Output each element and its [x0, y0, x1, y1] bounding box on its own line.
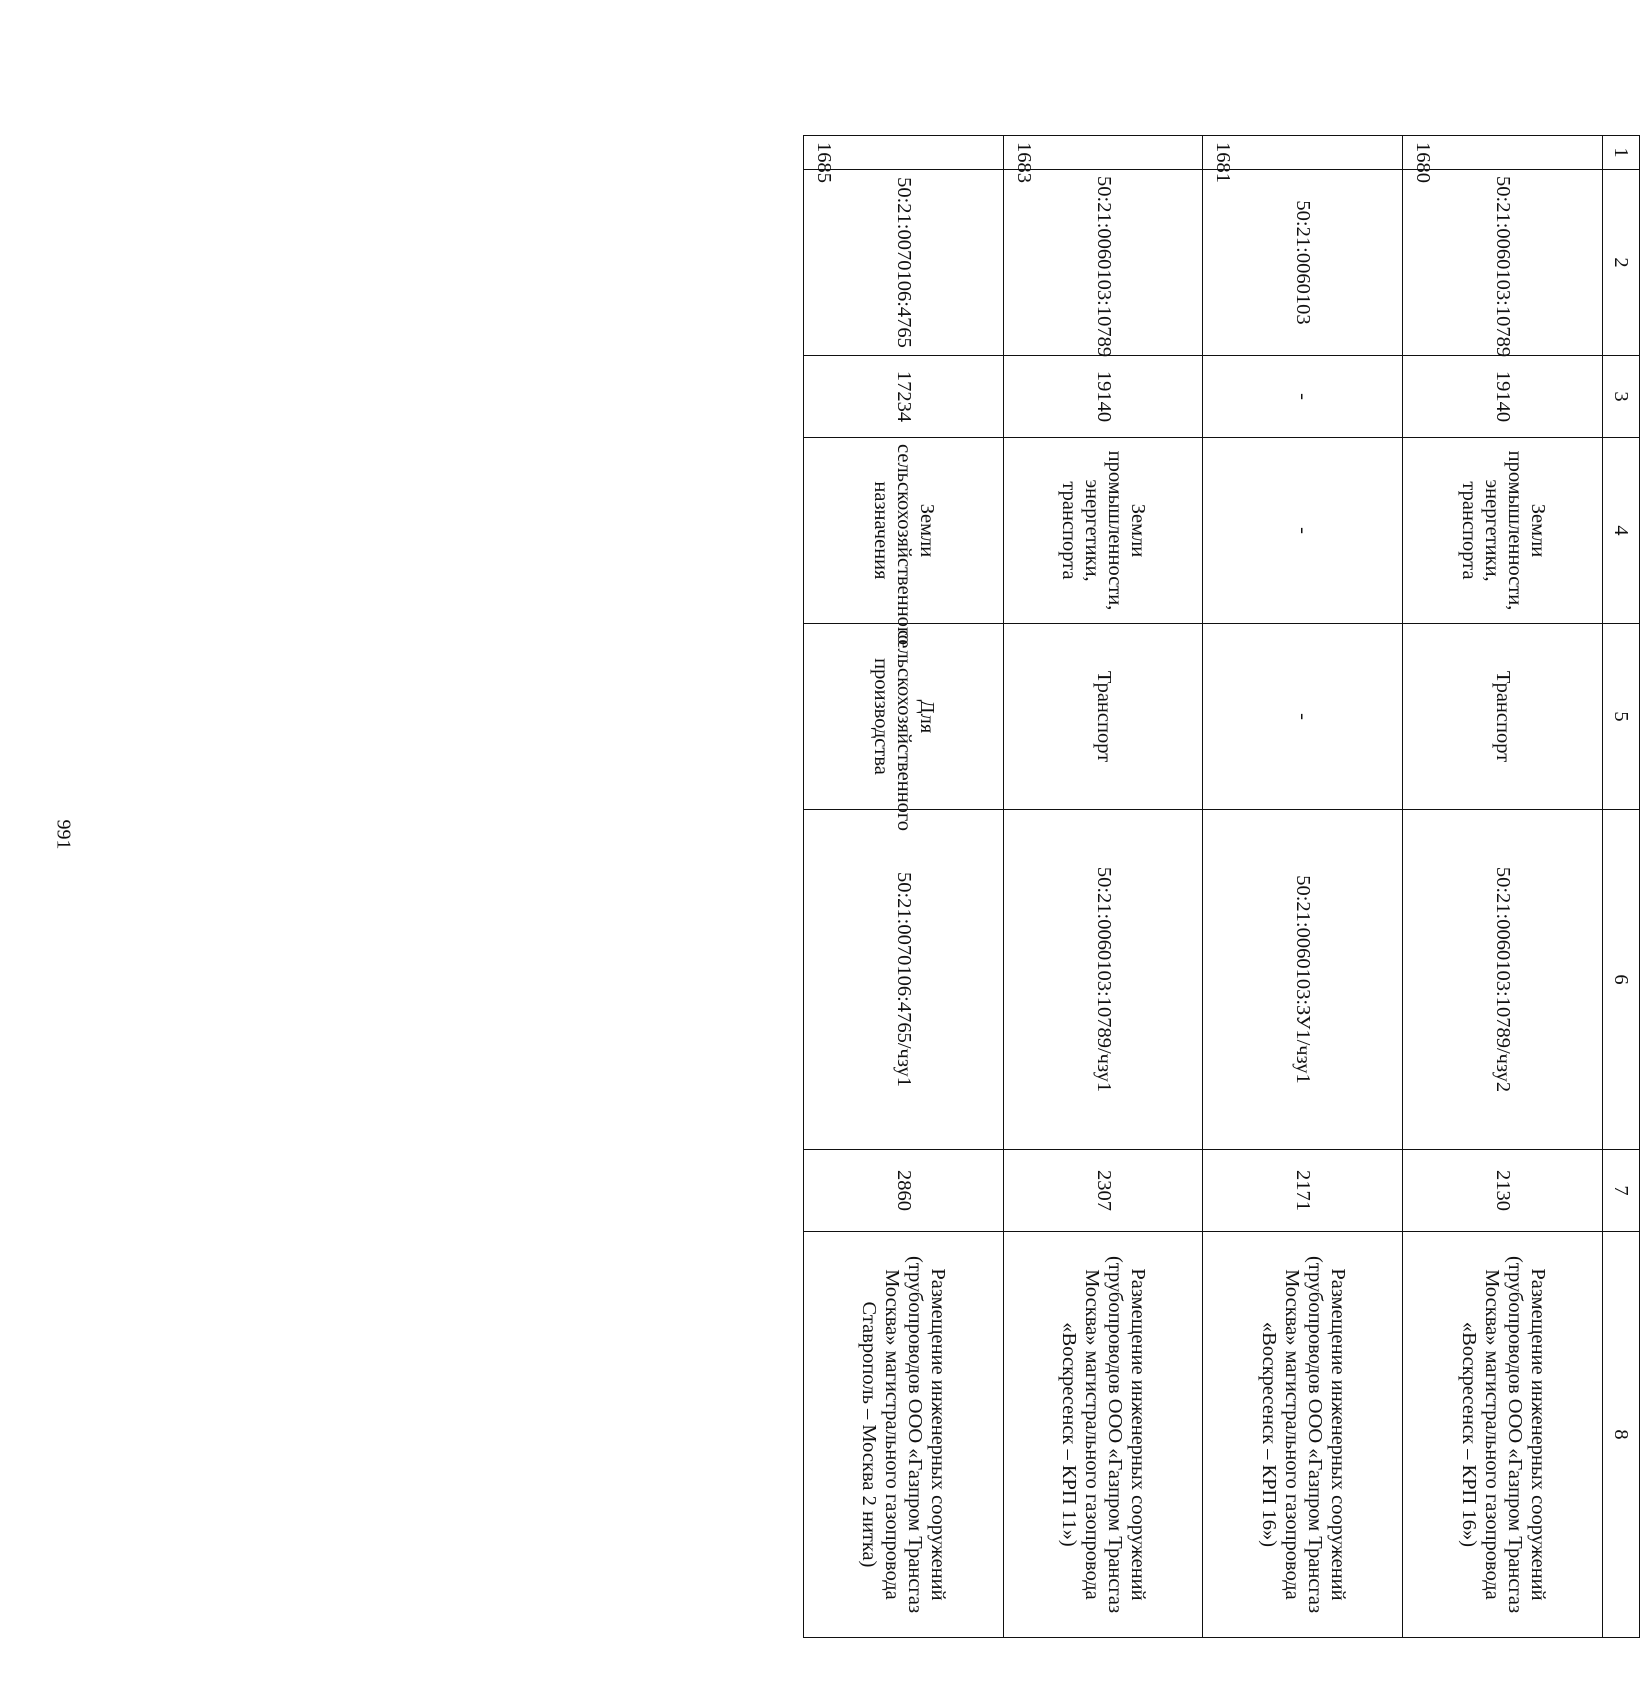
table-row — [1403, 136, 1603, 1638]
area-cell: - — [1203, 356, 1403, 438]
purpose-cell: Размещение инженерных сооружений (трубопроводов ООО «Газпром Трансгаз Москва» магистрального газопровода «Воскресенск – КРП 16») — [1403, 1232, 1603, 1638]
permitted-use-cell: Транспорт — [1003, 624, 1203, 810]
land-category-cell: - — [1203, 438, 1403, 624]
header-cell: 5 — [1603, 624, 1640, 810]
header-cell: 1 — [1603, 136, 1640, 170]
cadastral-number-cell: 50:21:0070106:4765 — [804, 170, 1004, 356]
row-number-cell: 1681 — [1203, 136, 1403, 170]
part-number-cell: 50:21:0070106:4765/чзу1 — [804, 810, 1004, 1150]
header-cell: 6 — [1603, 810, 1640, 1150]
area-cell: 19140 — [1403, 356, 1603, 438]
part-area-cell: 2307 — [1003, 1150, 1203, 1232]
header-row — [1603, 136, 1640, 1638]
permitted-use-cell: Транспорт — [1403, 624, 1603, 810]
cadastral-number-cell: 50:21:0060103:10789 — [1403, 170, 1603, 356]
part-area-cell: 2171 — [1203, 1150, 1403, 1232]
purpose-cell: Размещение инженерных сооружений (трубопроводов ООО «Газпром Трансгаз Москва» магистрального газопровода Ставрополь – Москва 2 нитка) — [804, 1232, 1004, 1638]
part-area-cell: 2860 — [804, 1150, 1004, 1232]
purpose-cell: Размещение инженерных сооружений (трубопроводов ООО «Газпром Трансгаз Москва» магистрального газопровода «Воскресенск – КРП 11») — [1003, 1232, 1203, 1638]
part-number-cell: 50:21:0060103:ЗУ1/чзу1 — [1203, 810, 1403, 1150]
table-row — [1003, 136, 1203, 1638]
area-cell: 19140 — [1003, 356, 1203, 438]
part-area-cell: 2130 — [1403, 1150, 1603, 1232]
land-category-cell: Земли сельскохозяйственного назначения — [804, 438, 1004, 624]
part-number-cell: 50:21:0060103:10789/чзу2 — [1403, 810, 1603, 1150]
row-number-cell: 1683 — [1003, 136, 1203, 170]
table-row — [1203, 136, 1403, 1638]
area-cell: 17234 — [804, 356, 1004, 438]
land-category-cell: Земли промышленности, энергетики, транспорта — [1003, 438, 1203, 624]
page-number: 991 — [52, 819, 75, 850]
permitted-use-cell: Для сельскохозяйственного производства — [804, 624, 1004, 810]
header-cell: 8 — [1603, 1232, 1640, 1638]
purpose-cell: Размещение инженерных сооружений (трубопроводов ООО «Газпром Трансгаз Москва» магистрального газопровода «Воскресенск – КРП 16») — [1203, 1232, 1403, 1638]
cadastral-number-cell: 50:21:0060103:10789 — [1003, 170, 1203, 356]
permitted-use-cell: - — [1203, 624, 1403, 810]
header-cell: 2 — [1603, 170, 1640, 356]
rotated-table-wrapper — [803, 135, 1640, 1637]
row-number-cell: 1685 — [804, 136, 1004, 170]
land-category-cell: Земли промышленности, энергетики, транспорта — [1403, 438, 1603, 624]
table-row — [804, 136, 1004, 1638]
header-cell: 3 — [1603, 356, 1640, 438]
row-number-cell: 1680 — [1403, 136, 1603, 170]
cadastral-number-cell: 50:21:0060103 — [1203, 170, 1403, 356]
header-cell: 4 — [1603, 438, 1640, 624]
land-plot-table — [803, 135, 1640, 1638]
header-cell: 7 — [1603, 1150, 1640, 1232]
part-number-cell: 50:21:0060103:10789/чзу1 — [1003, 810, 1203, 1150]
